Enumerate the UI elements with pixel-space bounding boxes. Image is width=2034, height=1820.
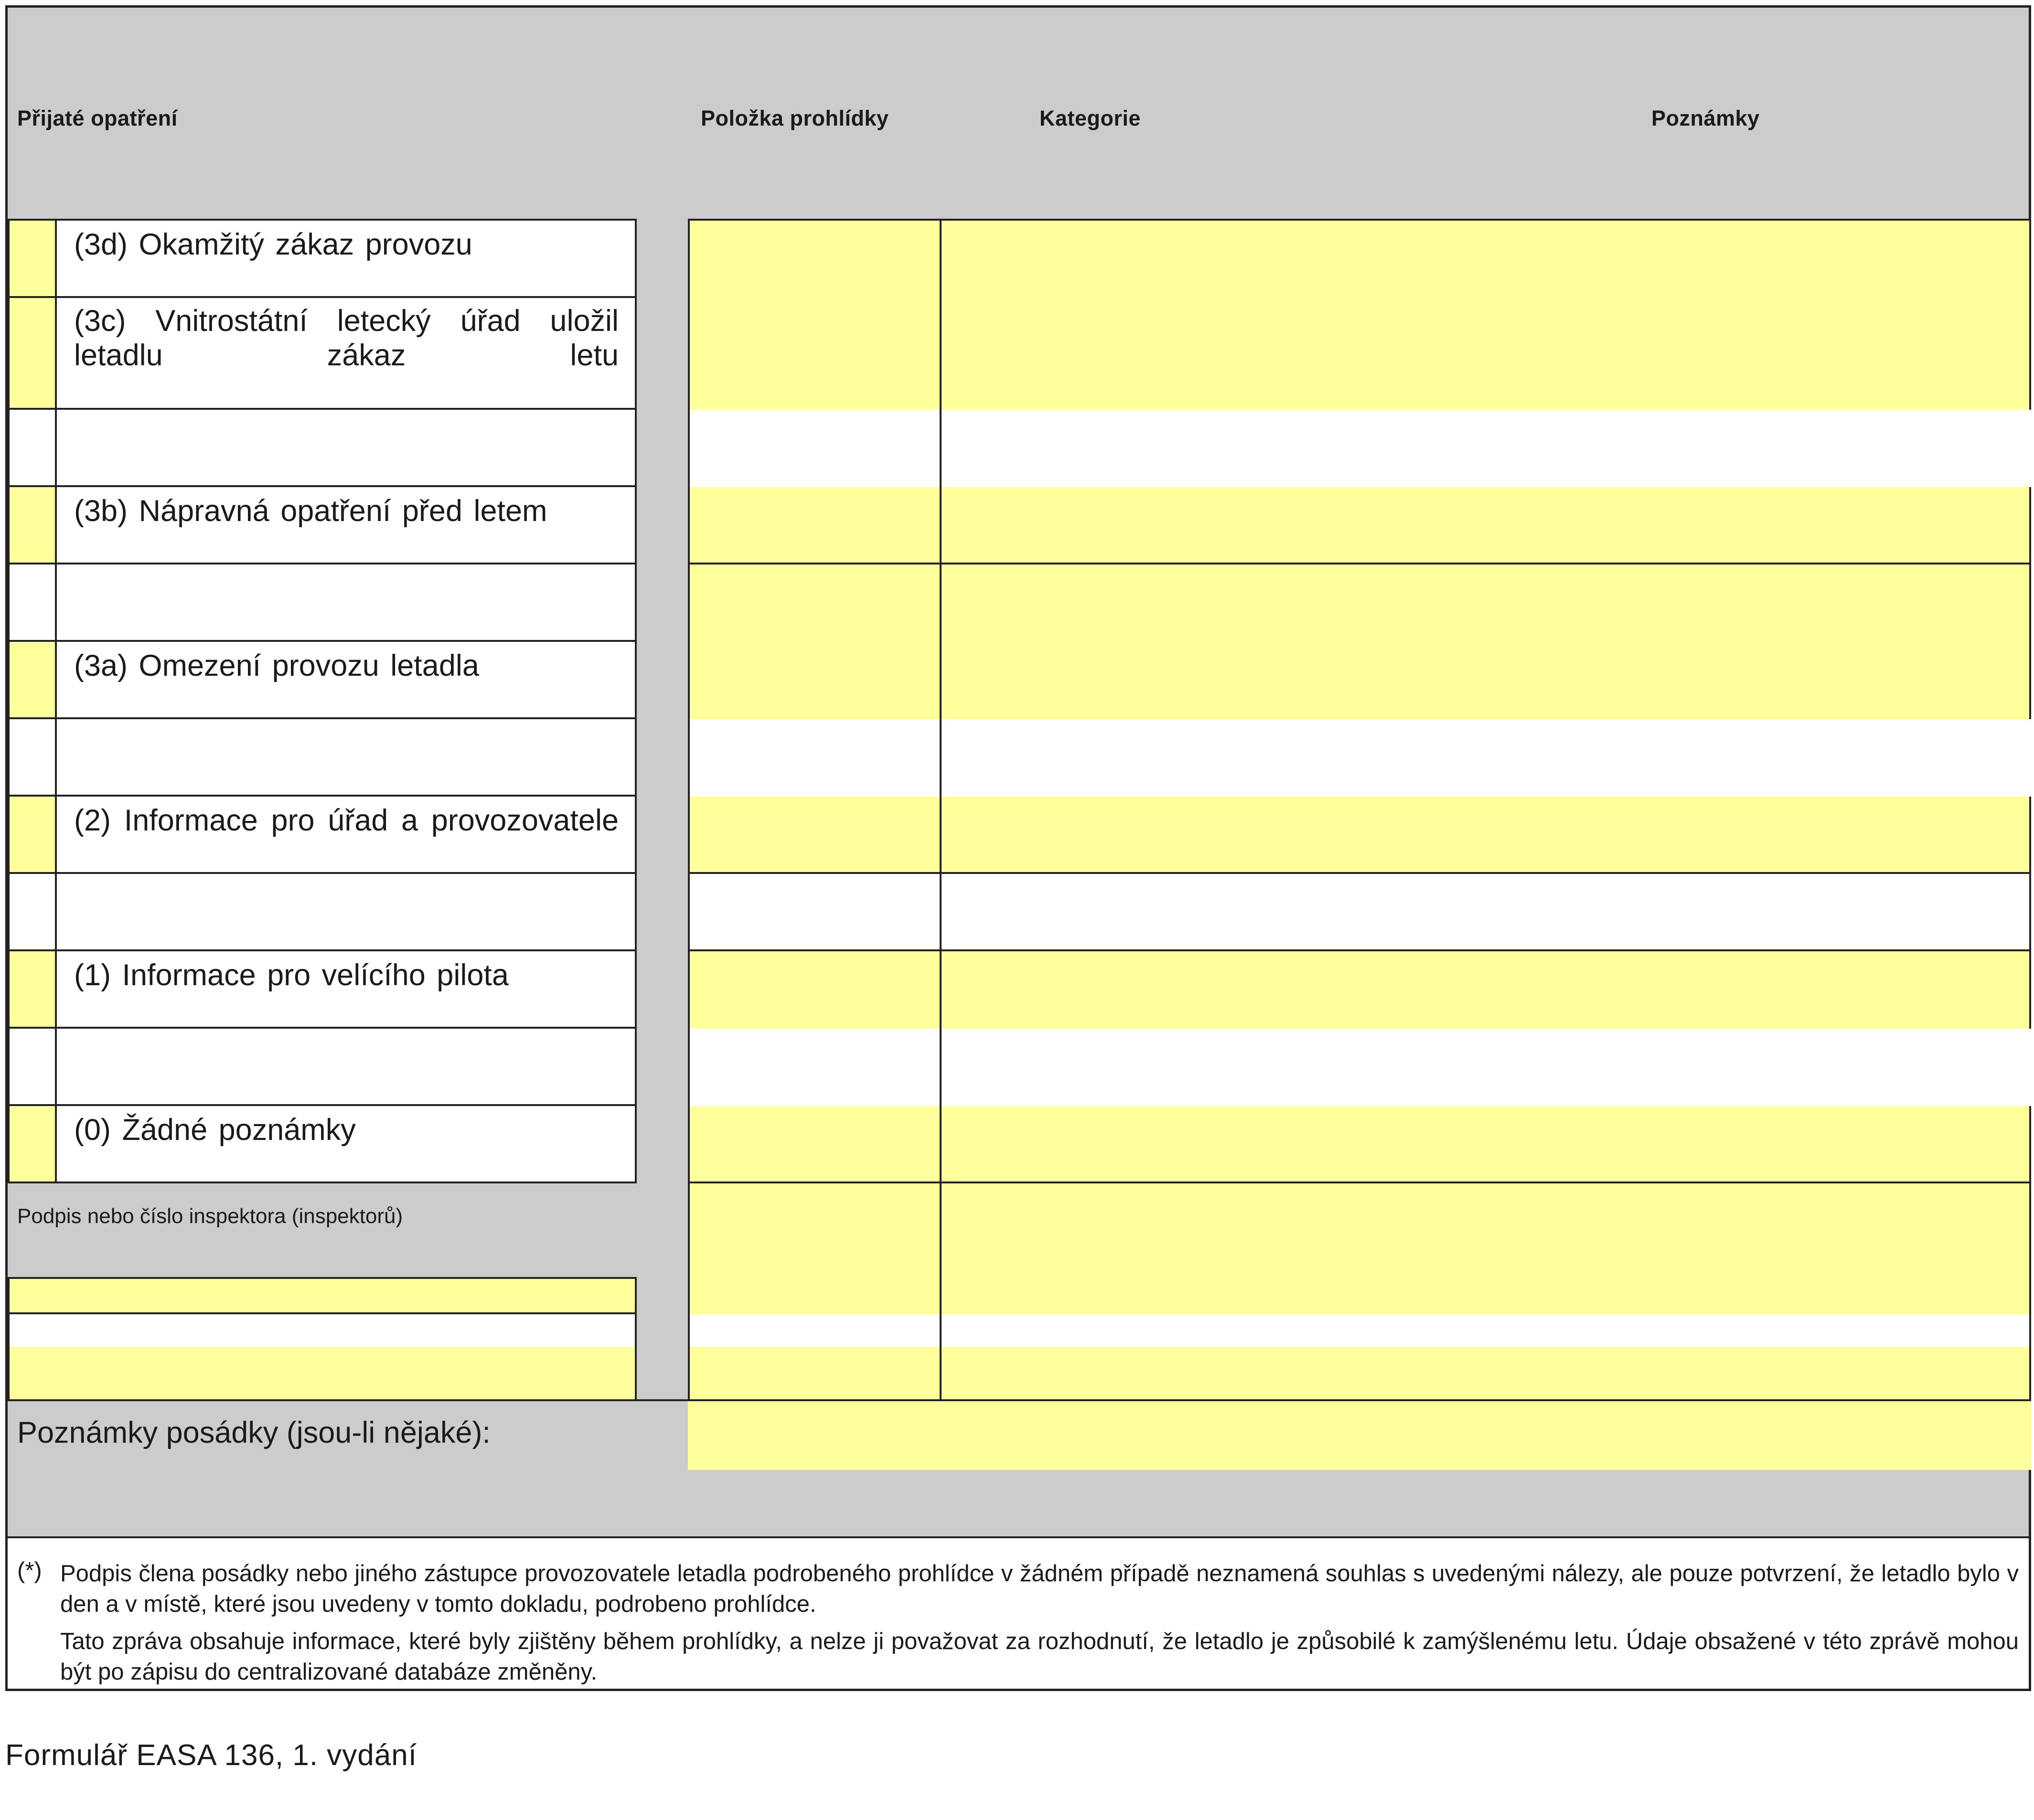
grid-row-8 bbox=[688, 797, 2031, 874]
signature-field-1[interactable] bbox=[8, 1277, 637, 1314]
footnote-para-1: Podpis člena posádky nebo jiného zástupce provozovatele letadla podrobeného prohlídce v žádném případě neznamená souhlas s uvedenými nálezy, ale pouze potvrzení, že letadlo bylo v den a v místě, které jsou uvedeny v tomto dokladu, podrobeno prohlídce. bbox=[60, 1561, 2019, 1617]
header-remarks: Poznámky bbox=[1651, 106, 1760, 130]
footnote-marker: (*) bbox=[17, 1558, 42, 1584]
action-label: (3b) Nápravná opatření před letem bbox=[74, 494, 547, 528]
grid-row-signature bbox=[688, 1183, 2031, 1316]
grid-row-5 bbox=[688, 564, 2031, 642]
action-row-3b bbox=[55, 485, 637, 564]
checkbox-2[interactable] bbox=[8, 795, 57, 874]
grid-row-2 bbox=[688, 296, 2031, 410]
action-label: (1) Informace pro velícího pilota bbox=[74, 958, 509, 992]
action-label: (2) Informace pro úřad a provozovatele bbox=[74, 804, 619, 837]
column-divider bbox=[940, 219, 942, 1401]
empty-row bbox=[55, 717, 637, 797]
grid-row-3 bbox=[688, 410, 2031, 487]
header-action: Přijaté opatření bbox=[17, 106, 178, 130]
grid-row-9 bbox=[688, 874, 2031, 951]
footnote-para-2: Tato zpráva obsahuje informace, které byly zjištěny během prohlídky, a nelze ji považovat za rozhodnutí, že letadlo je způsobilé k zamýšlenému letu. Údaje obsažené v této zprávě mohou být po zápisu do centralizované databáze změněny. bbox=[60, 1628, 2019, 1685]
header-category: Kategorie bbox=[1039, 106, 1141, 130]
grid-row-4 bbox=[688, 487, 2031, 564]
empty-checkbox[interactable] bbox=[8, 1027, 57, 1106]
grid-row-blank bbox=[688, 1314, 2031, 1349]
checkbox-3c[interactable] bbox=[8, 296, 57, 410]
crew-remarks-field[interactable] bbox=[688, 1401, 2031, 1470]
empty-checkbox[interactable] bbox=[8, 872, 57, 951]
checkbox-3d[interactable] bbox=[8, 219, 57, 298]
footnote-box bbox=[8, 1538, 2029, 1689]
grid-row-10 bbox=[688, 951, 2031, 1029]
grid-row-last bbox=[688, 1347, 2031, 1401]
header-item: Položka prohlídky bbox=[701, 106, 889, 130]
signature-field-2[interactable] bbox=[8, 1312, 637, 1349]
action-row-1 bbox=[55, 949, 637, 1029]
action-label: (3a) Omezení provozu letadla bbox=[74, 649, 479, 682]
empty-row bbox=[55, 1027, 637, 1106]
action-row-3c bbox=[55, 296, 637, 410]
signature-label: Podpis nebo číslo inspektora (inspektorů) bbox=[17, 1204, 403, 1228]
action-label: (3c) Vnitrostátní letecký úřad uložil letadlu zákaz letu bbox=[74, 304, 619, 372]
empty-checkbox[interactable] bbox=[8, 717, 57, 797]
signature-field-3[interactable] bbox=[8, 1347, 637, 1401]
grid-row-7 bbox=[688, 719, 2031, 797]
action-label: (0) Žádné poznámky bbox=[74, 1113, 356, 1147]
action-row-2 bbox=[55, 795, 637, 874]
action-row-0 bbox=[55, 1104, 637, 1183]
empty-checkbox[interactable] bbox=[8, 563, 57, 642]
checkbox-1[interactable] bbox=[8, 949, 57, 1029]
grid-row-11 bbox=[688, 1029, 2031, 1106]
grid-row-6 bbox=[688, 642, 2031, 719]
inspection-form bbox=[5, 5, 2031, 1691]
action-row-3a bbox=[55, 640, 637, 719]
action-label: (3d) Okamžitý zákaz provozu bbox=[74, 228, 472, 261]
checkbox-3b[interactable] bbox=[8, 485, 57, 564]
empty-checkbox[interactable] bbox=[8, 408, 57, 487]
checkbox-3a[interactable] bbox=[8, 640, 57, 719]
form-identifier: Formulář EASA 136, 1. vydání bbox=[5, 1739, 417, 1772]
empty-row bbox=[55, 872, 637, 951]
empty-row bbox=[55, 563, 637, 642]
crew-remarks-label: Poznámky posádky (jsou-li nějaké): bbox=[17, 1416, 491, 1449]
action-row-3d bbox=[55, 219, 637, 298]
checkbox-0[interactable] bbox=[8, 1104, 57, 1183]
grid-row-1 bbox=[688, 219, 2031, 298]
empty-row bbox=[55, 408, 637, 487]
grid-row-12 bbox=[688, 1106, 2031, 1183]
